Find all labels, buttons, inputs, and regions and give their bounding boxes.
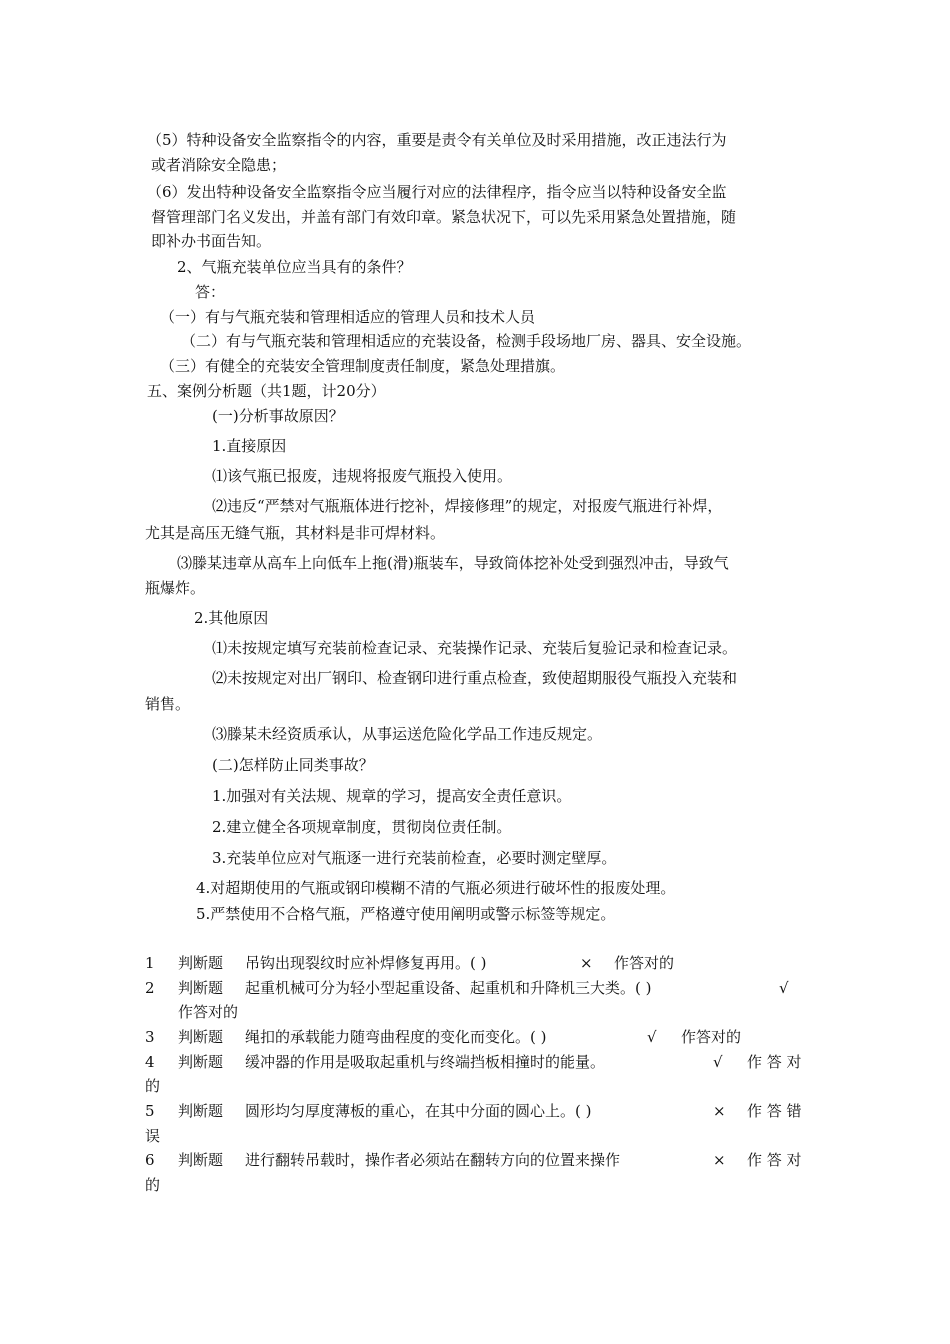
judge-row-6-result-wrap: 的 [145, 1176, 161, 1194]
judge-row-6-result: 作 答 对 [747, 1151, 802, 1169]
measure-1: 1.加强对有关法规、规章的学习，提高安全责任意识。 [212, 787, 572, 805]
direct-cause-2-line-1: ⑵违反“严禁对气瓶瓶体进行挖补，焊接修理”的规定，对报废气瓶进行补焊， [212, 497, 723, 515]
other-cause-heading: 2.其他原因 [194, 609, 269, 627]
judge-row-3-question: 绳扣的承载能力随弯曲程度的变化而变化。( ) [245, 1028, 547, 1046]
judge-row-2-type: 判断题 [178, 979, 224, 997]
condition-1: （一）有与气瓶充装和管理相适应的管理人员和技术人员 [160, 308, 536, 326]
judge-row-6-answer: × [713, 1151, 726, 1169]
judge-row-2-number: 2 [145, 979, 155, 997]
measure-4: 4.对超期使用的气瓶或钢印模糊不清的气瓶必须进行破坏性的报废处理。 [196, 879, 676, 897]
paragraph-5-line-1: （5）特种设备安全监察指令的内容，重要是责令有关单位及时采用措施，改正违法行为 [147, 131, 727, 149]
other-cause-2-line-2: 销售。 [145, 695, 191, 713]
judge-row-1-result: 作答对的 [614, 954, 675, 972]
condition-3: （三）有健全的充装安全管理制度责任制度，紧急处理措旗。 [160, 357, 566, 375]
condition-2: （二）有与气瓶充装和管理相适应的充装设备，检测手段场地厂房、器具、安全设施。 [181, 332, 752, 350]
judge-row-1-number: 1 [145, 954, 155, 972]
paragraph-6-line-3: 即补办书面告知。 [151, 232, 272, 250]
judge-row-3-type: 判断题 [178, 1028, 224, 1046]
case-question-1: (一)分析事故原因？ [212, 407, 344, 425]
section-5-title: 五、案例分析题（共1题，计20分） [147, 382, 386, 400]
measure-5: 5.严禁使用不合格气瓶，严格遵守使用阐明或警示标签等规定。 [196, 905, 616, 923]
judge-row-2-question: 起重机械可分为轻小型起重设备、起重机和升降机三大类。( ) [245, 979, 652, 997]
measure-2: 2.建立健全各项规章制度，贯彻岗位责任制。 [212, 818, 512, 836]
judge-row-6-number: 6 [145, 1151, 155, 1169]
direct-cause-3-line-2: 瓶爆炸。 [145, 579, 206, 597]
judge-row-2-answer: √ [779, 979, 789, 997]
question-2: 2、气瓶充装单位应当具有的条件？ [177, 258, 412, 276]
answer-label: 答： [195, 283, 226, 301]
judge-row-4-result-wrap: 的 [145, 1077, 161, 1095]
measure-3: 3.充装单位应对气瓶逐一进行充装前检查，必要时测定壁厚。 [212, 849, 617, 867]
judge-row-4-question: 缓冲器的作用是吸取起重机与终端挡板相撞时的能量。 [245, 1053, 606, 1071]
direct-cause-2-line-2: 尤其是高压无缝气瓶，其材料是非可焊材料。 [145, 524, 446, 542]
judge-row-5-type: 判断题 [178, 1102, 224, 1120]
judge-row-2-result: 作答对的 [178, 1003, 239, 1021]
judge-row-4-answer: √ [713, 1053, 723, 1071]
judge-row-4-result: 作 答 对 [747, 1053, 802, 1071]
paragraph-5-line-2: 或者消除安全隐患； [151, 156, 287, 174]
judge-row-3-number: 3 [145, 1028, 155, 1046]
direct-cause-heading: 1.直接原因 [212, 437, 287, 455]
judge-row-5-number: 5 [145, 1102, 155, 1120]
judge-row-4-number: 4 [145, 1053, 155, 1071]
case-question-2: (二)怎样防止同类事故？ [212, 756, 374, 774]
judge-row-6-type: 判断题 [178, 1151, 224, 1169]
judge-row-1-answer: × [580, 954, 593, 972]
judge-row-1-question: 吊钩出现裂纹时应补焊修复再用。( ) [245, 954, 487, 972]
direct-cause-1: ⑴该气瓶已报废，违规将报废气瓶投入使用。 [212, 467, 513, 485]
judge-row-3-result: 作答对的 [681, 1028, 742, 1046]
other-cause-2-line-1: ⑵未按规定对出厂钢印、检查钢印进行重点检查，致使超期服役气瓶投入充装和 [212, 669, 738, 687]
direct-cause-3-line-1: ⑶滕某违章从高车上向低车上拖(滑)瓶装车，导致筒体挖补处受到强烈冲击，导致气 [177, 554, 729, 572]
judge-row-3-answer: √ [647, 1028, 657, 1046]
judge-row-5-answer: × [713, 1102, 726, 1120]
other-cause-1: ⑴未按规定填写充装前检查记录、充装操作记录、充装后复验记录和检查记录。 [212, 639, 738, 657]
judge-row-5-question: 圆形均匀厚度薄板的重心，在其中分面的圆心上。( ) [245, 1102, 592, 1120]
other-cause-3: ⑶滕某未经资质承认，从事运送危险化学品工作违反规定。 [212, 725, 603, 743]
judge-row-4-type: 判断题 [178, 1053, 224, 1071]
judge-row-6-question: 进行翻转吊载时，操作者必须站在翻转方向的位置来操作 [245, 1151, 621, 1169]
judge-row-5-result-wrap: 误 [145, 1127, 161, 1145]
judge-row-1-type: 判断题 [178, 954, 224, 972]
paragraph-6-line-2: 督管理部门名义发出，并盖有部门有效印章。紧急状况下，可以先采用紧急处置措施，随 [151, 208, 737, 226]
judge-row-5-result: 作 答 错 [747, 1102, 802, 1120]
paragraph-6-line-1: （6）发出特种设备安全监察指令应当履行对应的法律程序，指令应当以特种设备安全监 [147, 183, 727, 201]
